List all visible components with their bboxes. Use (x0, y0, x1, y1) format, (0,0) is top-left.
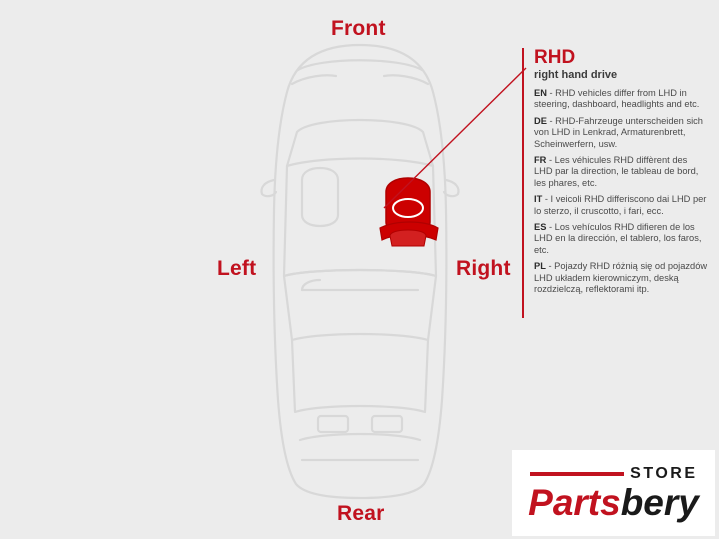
lang-text-es: - Los vehículos RHD difieren de los LHD en la dirección, el tablero, los faros, etc. (534, 222, 702, 255)
brand-logo (512, 450, 715, 536)
translation-row-fr (534, 155, 708, 189)
lang-code-pl: PL (534, 261, 546, 272)
logo-brand-name (528, 481, 699, 523)
rhd-callout-panel (522, 48, 708, 318)
lang-code-en: EN (534, 88, 547, 98)
lang-code-es: ES (534, 222, 547, 233)
translation-row-de (534, 116, 708, 150)
label-rear: Rear (337, 502, 385, 525)
callout-subtitle: right hand drive (534, 69, 618, 81)
logo-dash-rule (530, 472, 625, 476)
logo-store-row (530, 465, 698, 483)
lang-text-de: - RHD-Fahrzeuge unterscheiden sich von LHD in Lenkrad, Armaturenbrett, Scheinwerfern, usw. (534, 115, 703, 149)
translation-row-es (534, 222, 708, 256)
lang-text-en: - RHD vehicles differ from LHD in steering, dashboard, headlights and etc. (534, 88, 700, 110)
label-front: Front (331, 17, 386, 40)
logo-brand-first: Parts (528, 481, 621, 523)
translation-row-en (534, 88, 708, 111)
label-left: Left (217, 257, 257, 280)
translation-row-it (534, 194, 708, 217)
logo-brand-second: bery (620, 481, 699, 523)
label-right: Right (456, 257, 511, 280)
translation-row-pl (534, 261, 708, 295)
lang-code-fr: FR (534, 155, 547, 166)
lang-code-de: DE (534, 115, 547, 126)
lang-text-fr: - Les véhicules RHD diffèrent des LHD par la direction, le tableau de bord, les phares, etc. (534, 155, 699, 188)
callout-title: RHD (534, 47, 576, 68)
lang-code-it: IT (534, 194, 543, 205)
logo-store-word: STORE (630, 464, 698, 482)
rhd-highlight-region (380, 178, 438, 246)
car-top-view-illustration (240, 40, 480, 500)
lang-text-pl: - Pojazdy RHD różnią się od pojazdów LHD układem kierowniczym, deską rozdzielczą, reflektorami itp. (534, 261, 708, 295)
lang-text-it: - I veicoli RHD differiscono dai LHD per lo sterzo, il cruscotto, i fari, ecc. (534, 194, 707, 216)
